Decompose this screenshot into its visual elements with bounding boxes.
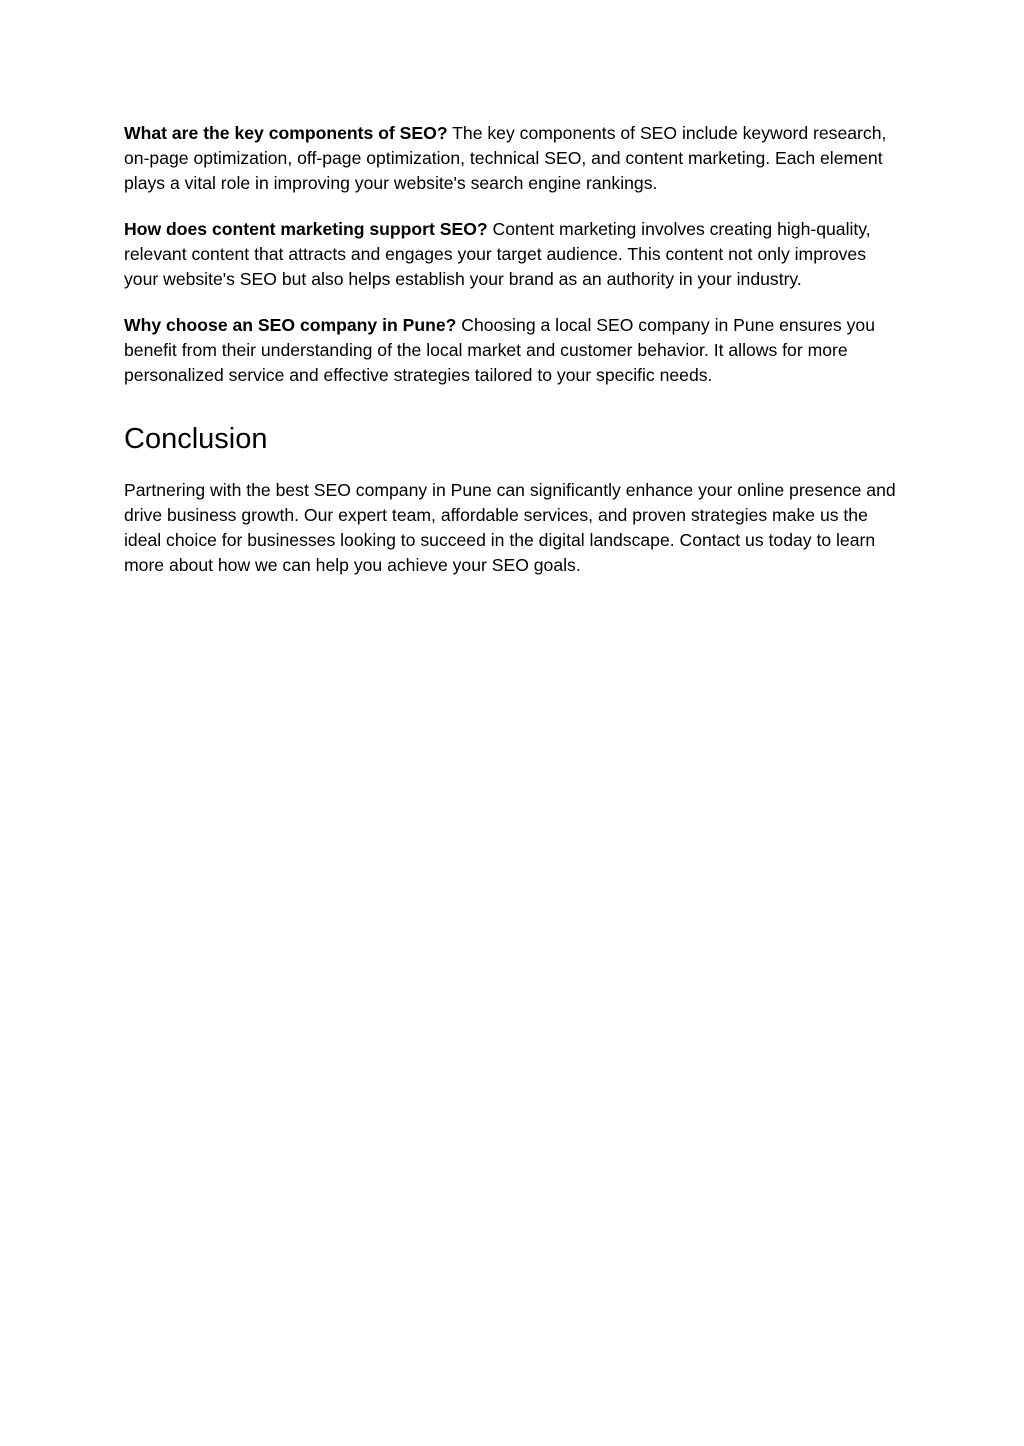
faq-question: How does content marketing support SEO? [124, 219, 488, 239]
faq-item [124, 217, 900, 292]
faq-answer: Content marketing involves creating high-quality, relevant content that attracts and engages your target audience. This content not only improves your website's SEO but also helps establish your brand as an authority in your industry. [124, 219, 871, 289]
faq-item [124, 121, 900, 196]
faq-answer: The key components of SEO include keyword research, on-page optimization, off-page optimization, technical SEO, and content marketing. Each element plays a vital role in improving your website's search engine rankings. [124, 123, 887, 193]
faq-question: What are the key components of SEO? [124, 123, 448, 143]
document-page [124, 121, 900, 578]
faq-answer: Choosing a local SEO company in Pune ensures you benefit from their understanding of the local market and customer behavior. It allows for more personalized service and effective strategies tailored to your specific needs. [124, 315, 875, 385]
faq-item [124, 313, 900, 388]
conclusion-heading: Conclusion [124, 423, 268, 455]
conclusion-paragraph: Partnering with the best SEO company in Pune can significantly enhance your online presence and drive business growth. Our expert team, affordable services, and proven strategies make us the ideal choice for businesses looking to succeed in the digital landscape. Contact us today to learn more about how we can help you achieve your SEO goals. [124, 480, 896, 575]
faq-question: Why choose an SEO company in Pune? [124, 315, 457, 335]
